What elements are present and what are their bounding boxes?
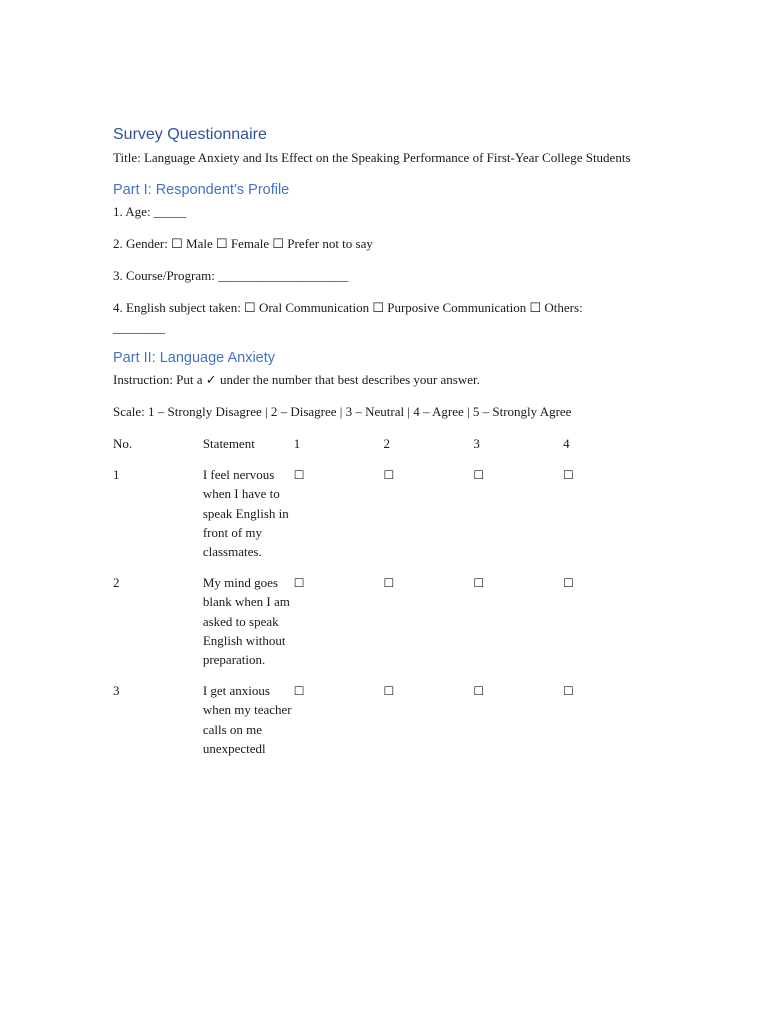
checkbox-1[interactable]: ☐ (293, 468, 305, 483)
checkbox-3[interactable]: ☐ (473, 576, 485, 591)
row-number: 1 (113, 467, 120, 483)
header-2: 2 (383, 436, 391, 451)
row-statement: I get anxious when my teacher calls on me unexpectedl (202, 683, 292, 756)
table-row (113, 573, 653, 681)
checkbox-1[interactable]: ☐ (293, 684, 305, 699)
header-no: No. (113, 436, 133, 451)
row-number: 3 (113, 683, 120, 699)
instruction-text: Instruction: Put a ✓ under the number that best describes your answer. (113, 372, 480, 387)
question-gender: 2. Gender: ☐ Male ☐ Female ☐ Prefer not to say (113, 236, 373, 251)
checkbox-4[interactable]: ☐ (563, 468, 574, 483)
checkbox-3[interactable]: ☐ (473, 684, 485, 699)
survey-title-line: Title: Language Anxiety and Its Effect on the Speaking Performance of First-Year College Students (113, 150, 631, 165)
header-4: 4 (563, 436, 570, 451)
table-row (113, 465, 653, 573)
header-statement: Statement (202, 436, 255, 451)
row-number: 2 (113, 575, 120, 591)
page-title: Survey Questionnaire (113, 126, 267, 143)
checkbox-3[interactable]: ☐ (473, 468, 485, 483)
question-english-subject: 4. English subject taken: ☐ Oral Communication ☐ Purposive Communication ☐ Others: (113, 300, 583, 315)
checkbox-2[interactable]: ☐ (383, 576, 395, 591)
part1-heading: Part I: Respondent’s Profile (113, 182, 290, 198)
scale-text: Scale: 1 – Strongly Disagree | 2 – Disagree | 3 – Neutral | 4 – Agree | 5 – Strongly Agree (113, 404, 572, 419)
row-statement: My mind goes blank when I am asked to speak English without preparation. (202, 575, 290, 668)
document-page (113, 124, 653, 770)
header-1: 1 (293, 436, 301, 451)
checkbox-2[interactable]: ☐ (383, 684, 395, 699)
checkbox-2[interactable]: ☐ (383, 468, 395, 483)
checkbox-4[interactable]: ☐ (563, 576, 574, 591)
table-header-row (113, 434, 653, 465)
checkbox-4[interactable]: ☐ (563, 684, 574, 699)
header-3: 3 (473, 436, 480, 451)
checkbox-1[interactable]: ☐ (293, 576, 305, 591)
question-english-subject-blank: ________ (113, 320, 165, 335)
table-row (113, 681, 653, 770)
part2-heading: Part II: Language Anxiety (113, 350, 276, 366)
survey-table (113, 434, 653, 770)
question-course: 3. Course/Program: ____________________ (113, 268, 349, 283)
question-age: 1. Age: _____ (113, 204, 187, 219)
row-statement: I feel nervous when I have to speak English in front of my classmates. (202, 467, 289, 560)
